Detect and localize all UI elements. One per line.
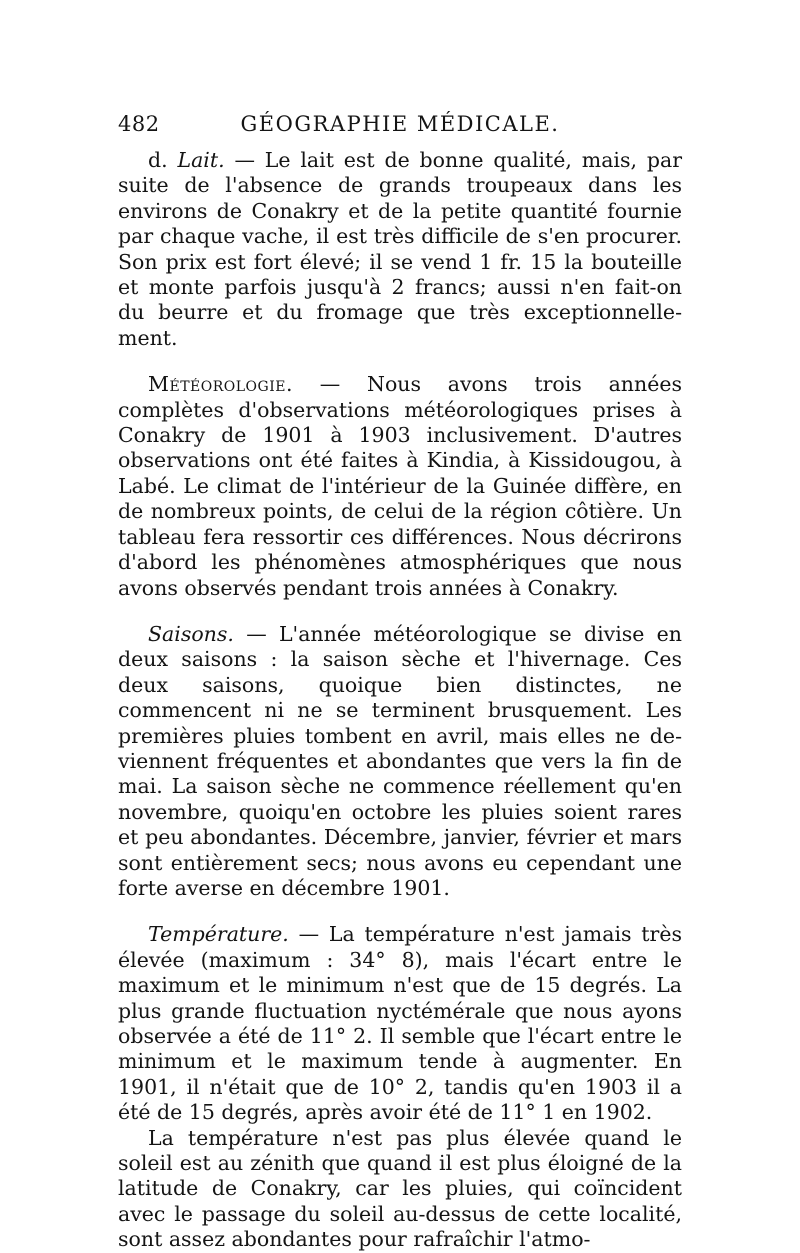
paragraph-saisons <box>118 622 682 901</box>
paragraph-meteorologie <box>118 372 682 601</box>
paragraph-text: — L'année météorologique se divise en deux saisons : la saison sèche et l'hivernage. Ces deux saisons, quoique bien distinctes, ne commencent ni ne se terminent brusquement. Les premières pluies tombent en avril, mais elles ne deviennent fréquentes et abondantes que vers la fin de mai. La saison sèche ne commence réellement qu'en novembre, quoiqu'en octobre les pluies soient rares et peu abondantes. Décembre, janvier, février et mars sont entièrement secs; nous avons eu cependant une forte averse en décembre 1901. <box>118 621 682 900</box>
body-text <box>118 148 682 1253</box>
paragraph-text: — Nous avons trois années complètes d'observations météorologiques prises à Conakry de 1901 à 1903 inclusivement. D'autres observations ont été faites à Kindia, à Kissidougou, à Labé. Le climat de l'intérieur de la Guinée diffère, en de nombreux points, de celui de la région côtière. Un tableau fera ressortir ces différences. Nous décrirons d'abord les phénomènes atmosphériques que nous avons observés pendant trois années à Conakry. <box>118 372 682 600</box>
section-heading-meteorologie: Météorologie. <box>148 372 293 397</box>
section-heading-saisons: Saisons. <box>148 621 234 646</box>
paragraph-text: — Le lait est de bonne qualité, mais, par suite de l'absence de grands troupeaux dans les environs de Conakry et de la petite quantité fournie par chaque vache, il est très difficile de s'en procurer. Son prix est fort élevé; il se vend 1 fr. 15 la bouteille et monte parfois jusqu'à 2 francs; aussi n'en fait-on du beurre et du fromage que très exceptionnellement. <box>118 148 682 350</box>
paragraph-text: La température n'est pas plus élevée quand le soleil est au zénith que quand il est plus éloigné de la latitude de Conakry, car les pluies, qui coïncident avec le passage du soleil au-dessus de cette localité, sont assez abondantes pour rafraîchir l'atmo- <box>118 1125 682 1252</box>
paragraph-temperature-continued <box>118 1126 682 1253</box>
paragraph-text: — La température n'est jamais très élevée (maximum : 34° 8), mais l'écart entre le maximum et le minimum n'est que de 15 degrés. La plus grande fluctuation nyctémérale que nous ayons observée a été de 11° 2. Il semble que l'écart entre le minimum et le maximum tende à augmenter. En 1901, il n'était que de 10° 2, tandis qu'en 1903 il a été de 15 degrés, après avoir été de 11° 1 en 1902. <box>118 922 682 1125</box>
paragraph-temperature <box>118 922 682 1125</box>
page-number: 482 <box>118 112 160 136</box>
running-title: GÉOGRAPHIE MÉDICALE. <box>240 112 560 136</box>
paragraph-lead: d. <box>148 148 178 172</box>
section-heading-temperature: Température. <box>148 922 289 947</box>
paragraph-lait <box>118 148 682 351</box>
section-heading-lait: Lait. <box>177 148 225 172</box>
page-header <box>118 112 682 140</box>
